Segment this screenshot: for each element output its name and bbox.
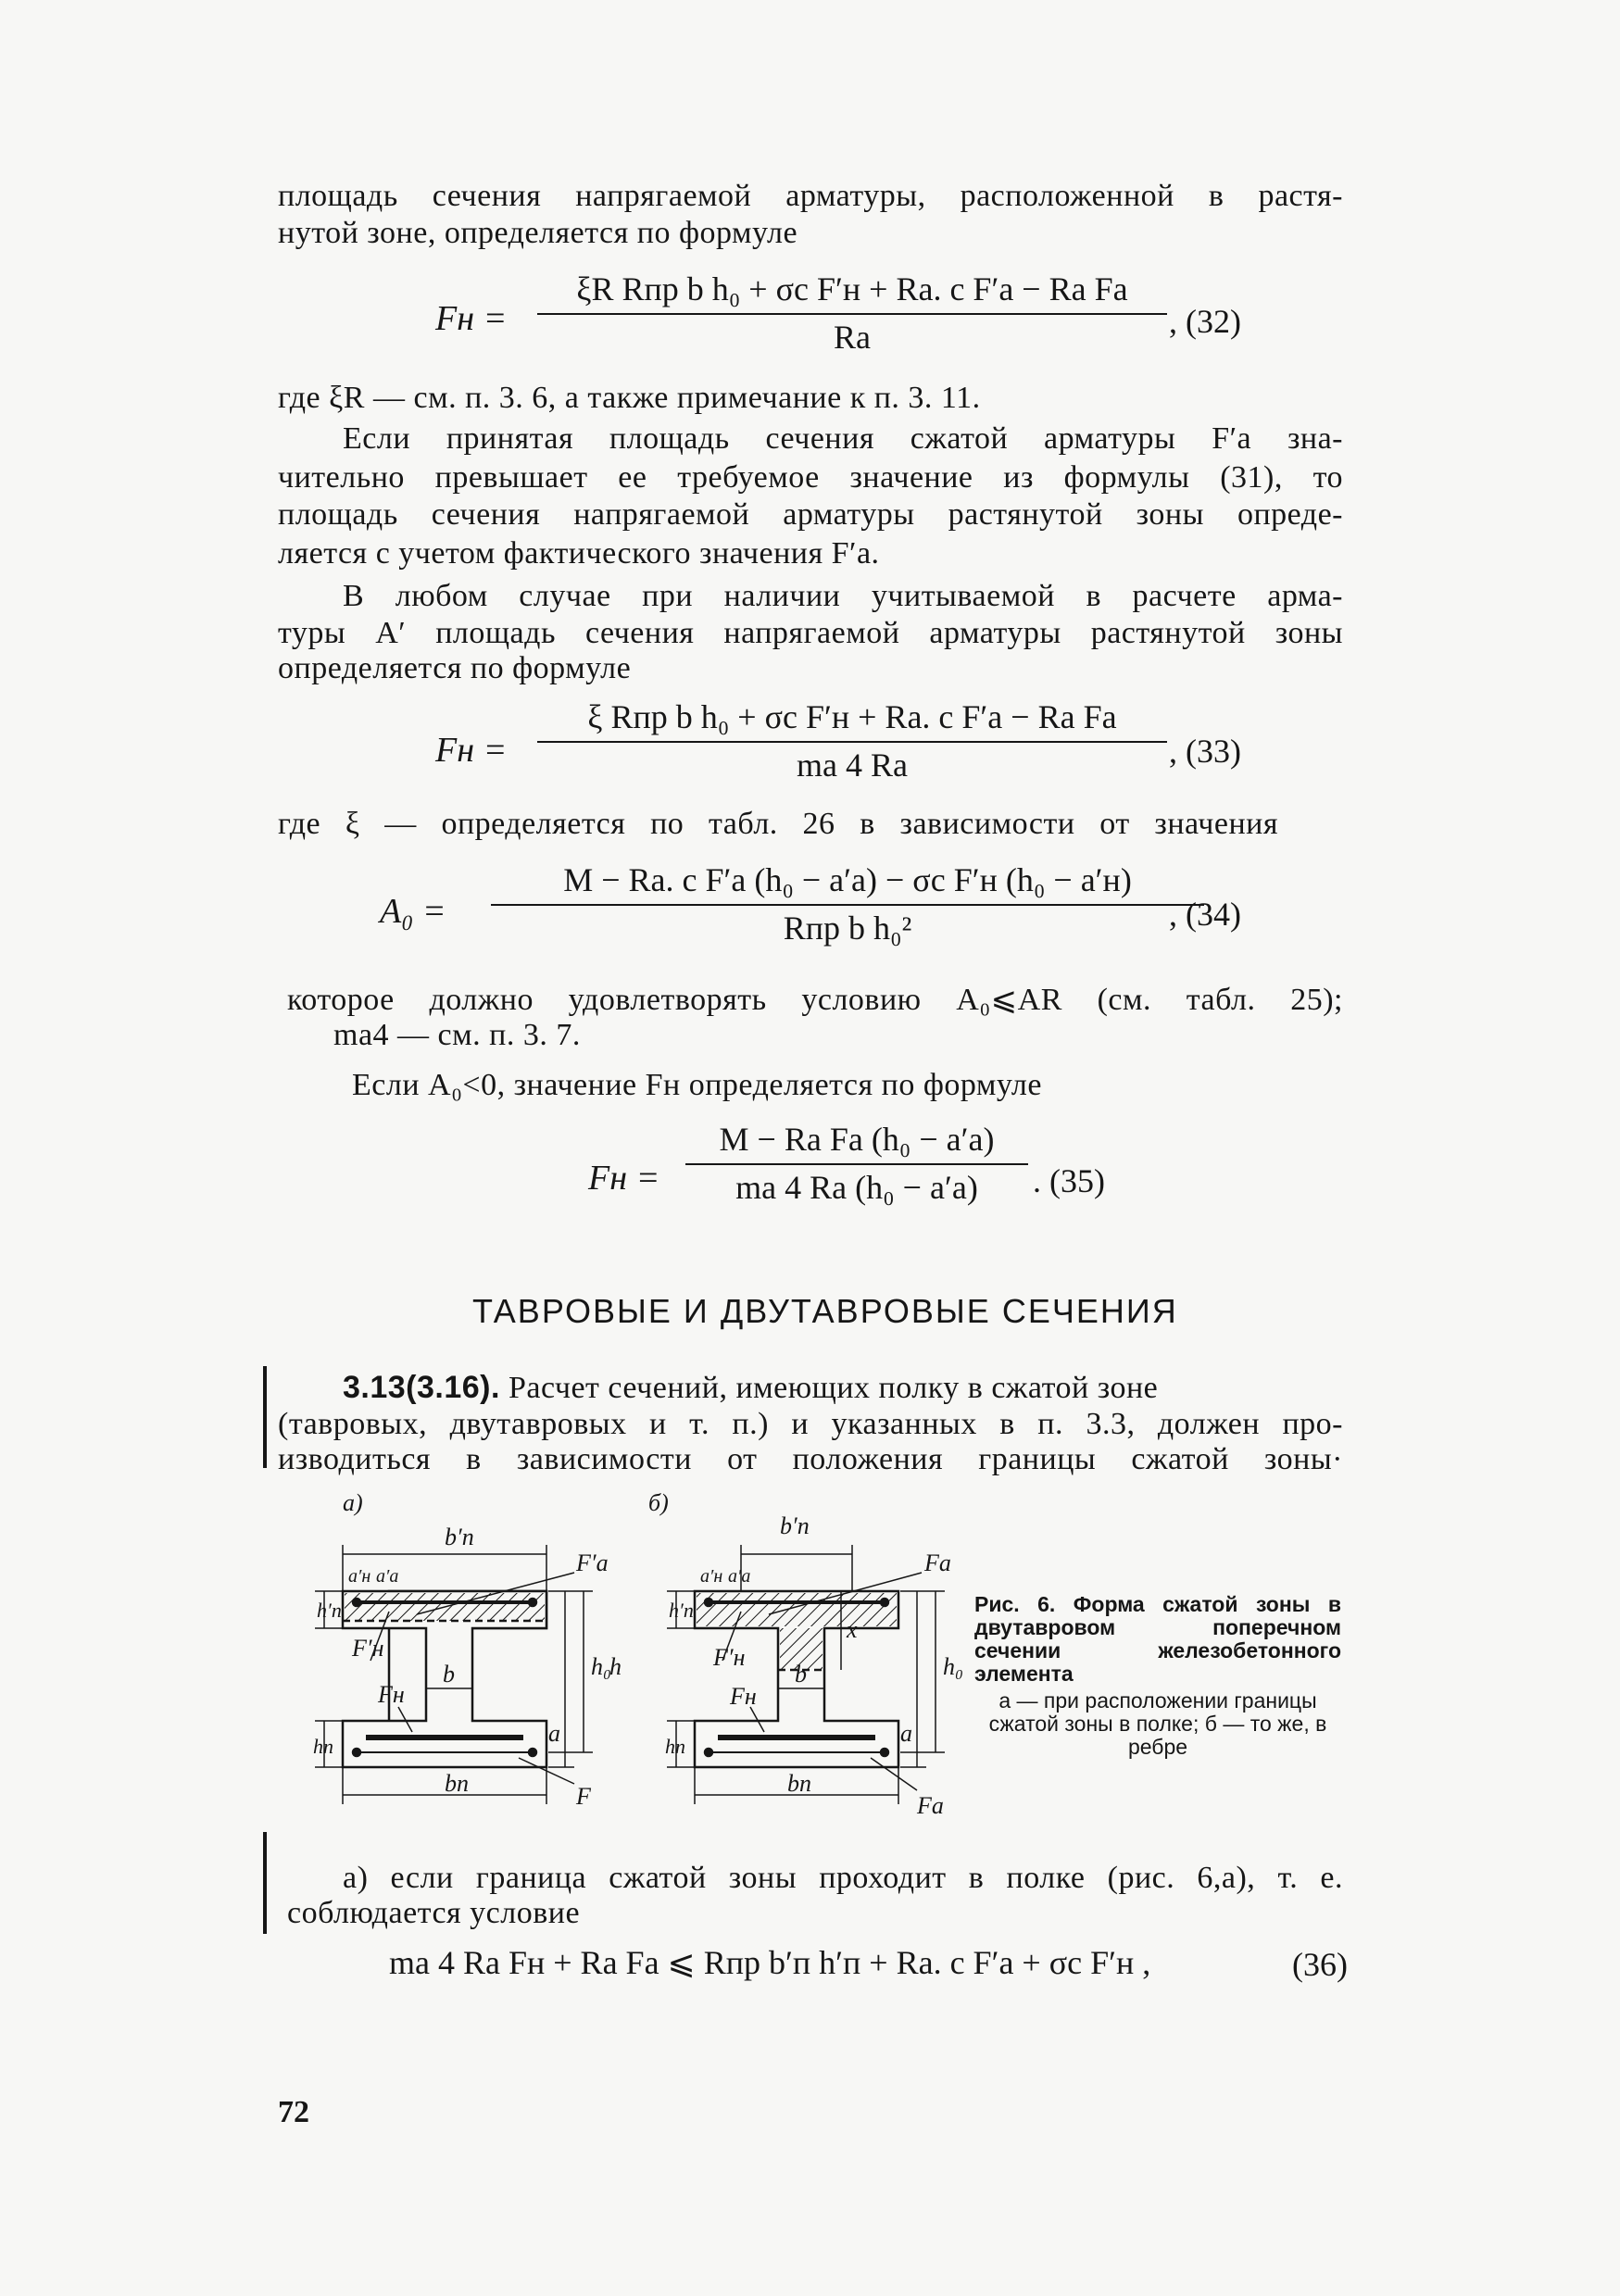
label-ah: a′н — [348, 1566, 371, 1587]
label-hp-bottom: hп — [665, 1735, 685, 1758]
label-Fh-top: F′н — [352, 1635, 384, 1662]
label-hp-bottom: hп — [313, 1735, 333, 1758]
figure-label-a: a) — [343, 1489, 363, 1516]
equation-32-lhs: Fн = — [435, 299, 508, 338]
equation-32-denominator: Rа — [834, 319, 871, 356]
label-aa: a′а — [376, 1566, 399, 1587]
equation-34-lhs: A₀ = — [380, 892, 446, 931]
equation-34-numerator: M − Rа. с F′а (h₀ − a′а) − σс F′н (h₀ − a′н) — [563, 861, 1132, 898]
text-line: соблюдается условие — [287, 1896, 581, 1930]
label-h0: h₀ — [591, 1653, 612, 1680]
equation-33-denominator: mа 4 Rа — [797, 747, 908, 784]
text-line: mа4 — см. п. 3. 7. — [333, 1018, 581, 1052]
equation-36: mа 4 Rа Fн + Rа Fа ⩽ Rпр b′п h′п + Rа. с F′а + σс F′н , — [389, 1944, 1151, 1981]
label-a: a — [548, 1720, 560, 1747]
label-a: a — [900, 1720, 912, 1747]
text-line: площадь сечения напрягаемой арматуры растянутой зоны опреде- — [278, 497, 1343, 532]
text-line: чительно превышает ее требуемое значение из формулы (31), то — [278, 460, 1343, 495]
label-Fa: Fа — [917, 1792, 944, 1819]
revision-bar — [263, 1366, 267, 1468]
text-line: где ξR — см. п. 3. 6, а также примечание к п. 3. 11. — [278, 381, 981, 415]
text-line: нутой зоне, определяется по формуле — [278, 216, 798, 250]
label-Fh-top: F′н — [713, 1644, 746, 1671]
figure-6 — [306, 1489, 964, 1851]
text-line: а) если граница сжатой зоны проходит в полке (рис. 6,а), т. е. — [343, 1861, 1343, 1895]
label-b: b — [795, 1661, 807, 1687]
equation-33-number: , (33) — [1169, 733, 1241, 770]
paragraph-label: 3.13(3.16). — [343, 1370, 500, 1405]
equation-36-number: (36) — [1292, 1946, 1348, 1983]
section-heading: ТАВРОВЫЕ И ДВУТАВРОВЫЕ СЕЧЕНИЯ — [472, 1292, 1178, 1330]
equation-35-numerator: M − Rа Fа (h₀ − a′а) — [719, 1121, 995, 1158]
label-x: x — [847, 1616, 858, 1643]
equation-35-lhs: Fн = — [588, 1159, 660, 1198]
caption-title: Рис. 6. Форма сжатой зоны в двутавровом поперечном сечении железобетонного элемента — [974, 1592, 1341, 1686]
equation-33 — [537, 696, 1167, 785]
equation-32-numerator: ξR Rпр b h₀ + σс F′н + Rа. с F′а − Rа Fа — [576, 270, 1128, 307]
text-line: (тавровых, двутавровых и т. п.) и указанных в п. 3.3, должен про- — [278, 1407, 1343, 1441]
equation-35 — [685, 1119, 1028, 1208]
label-bp-bottom: bп — [445, 1770, 469, 1797]
equation-32-number: , (32) — [1169, 303, 1241, 340]
text-line: туры A′ площадь сечения напрягаемой арматуры растянутой зоны — [278, 616, 1343, 650]
page-number: 72 — [278, 2095, 309, 2129]
equation-34-denominator: Rпр b h₀² — [783, 910, 912, 947]
text-line: определяется по формуле — [278, 651, 632, 685]
text-line: которое должно удовлетворять условию A₀⩽AR (см. табл. 25); — [287, 983, 1343, 1017]
text-line: В любом случае при наличии учитываемой в расчете арма- — [343, 579, 1343, 613]
text-line — [343, 1369, 1343, 1407]
label-aa: a′а — [728, 1566, 751, 1587]
figure-label-b: б) — [648, 1489, 669, 1516]
equation-34 — [491, 859, 1204, 948]
label-h: h — [609, 1653, 622, 1680]
equation-32 — [537, 269, 1167, 358]
label-Fh: Fн — [730, 1683, 757, 1710]
text-line: площадь сечения напрягаемой арматуры, расположенной в растя- — [278, 179, 1343, 213]
label-Fh: Fн — [378, 1681, 405, 1708]
label-Fa-top: Fа — [924, 1549, 951, 1576]
label-bp-top: b′п — [780, 1512, 810, 1539]
label-ah: a′н — [700, 1566, 723, 1587]
text-line: ляется с учетом фактического значения F′а. — [278, 536, 880, 571]
label-bp-top: b′п — [445, 1524, 474, 1550]
label-Fa-top: F′а — [576, 1549, 609, 1576]
text-line: Если A₀<0, значение Fн определяется по формуле — [352, 1068, 1042, 1102]
label-h0: h₀ — [943, 1653, 964, 1680]
figure-caption — [974, 1593, 1341, 1759]
label-hp-top: h′п — [669, 1599, 694, 1622]
equation-35-number: . (35) — [1033, 1162, 1105, 1199]
text-line: Если принятая площадь сечения сжатой арматуры F′а зна- — [343, 421, 1343, 456]
text-line: где ξ — определяется по табл. 26 в зависимости от значения — [278, 807, 1278, 841]
equation-35-denominator: mа 4 Rа (h₀ − a′а) — [735, 1169, 978, 1206]
paragraph-text: Расчет сечений, имеющих полку в сжатой зоне — [499, 1371, 1159, 1405]
equation-34-number: , (34) — [1169, 896, 1241, 933]
text-line: изводиться в зависимости от положения границы сжатой зоны· — [278, 1442, 1343, 1476]
label-F: F — [576, 1783, 591, 1810]
label-hp-top: h′п — [317, 1599, 342, 1622]
figure-6-drawing — [306, 1489, 964, 1851]
label-b: b — [443, 1661, 455, 1687]
equation-33-numerator: ξ Rпр b h₀ + σс F′н + Rа. с F′а − Rа Fа — [587, 698, 1117, 735]
revision-bar — [263, 1832, 267, 1934]
caption-body: а — при расположении границы сжатой зоны в полке; б — то же, в ребре — [988, 1688, 1327, 1759]
equation-33-lhs: Fн = — [435, 731, 508, 770]
label-bp-bottom: bп — [787, 1770, 811, 1797]
